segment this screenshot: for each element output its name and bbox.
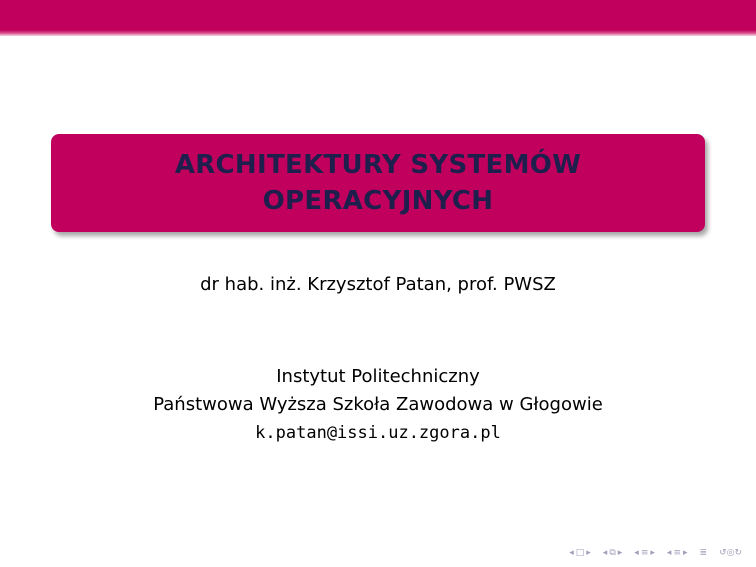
section-icon[interactable]: ≡ bbox=[673, 548, 681, 558]
next-arrow-icon[interactable]: ▸ bbox=[617, 548, 623, 558]
institute-name: Instytut Politechniczny bbox=[276, 366, 480, 387]
beamer-navigation bbox=[569, 548, 742, 558]
school-name: Państwowa Wyższa Szkoła Zawodowa w Głogowie bbox=[153, 394, 603, 415]
section-icon[interactable]: ≡ bbox=[640, 548, 649, 558]
subsection-icon[interactable]: ⧉ bbox=[609, 548, 616, 558]
next-arrow-icon[interactable]: ▸ bbox=[682, 548, 688, 558]
next-arrow-icon[interactable]: ▸ bbox=[650, 548, 655, 558]
align-icon[interactable]: ≣ bbox=[699, 548, 708, 558]
prev-arrow-icon[interactable]: ◂ bbox=[569, 548, 574, 558]
prev-arrow-icon[interactable]: ◂ bbox=[602, 548, 608, 558]
email-address: k.patan@issi.uz.zgora.pl bbox=[255, 423, 501, 443]
next-arrow-icon[interactable]: ▸ bbox=[586, 548, 591, 558]
title-box bbox=[51, 134, 705, 232]
title-line-1: ARCHITEKTURY SYSTEMÓW bbox=[174, 150, 582, 180]
search-icon[interactable]: ↺◎↻ bbox=[719, 548, 742, 558]
frame-box-icon[interactable]: □ bbox=[575, 548, 585, 558]
title-line-2: OPERACYJNYCH bbox=[262, 186, 494, 216]
prev-arrow-icon[interactable]: ◂ bbox=[666, 548, 672, 558]
prev-arrow-icon[interactable]: ◂ bbox=[634, 548, 639, 558]
header-bar bbox=[0, 0, 756, 36]
author-name: dr hab. inż. Krzysztof Patan, prof. PWSZ bbox=[200, 274, 556, 295]
